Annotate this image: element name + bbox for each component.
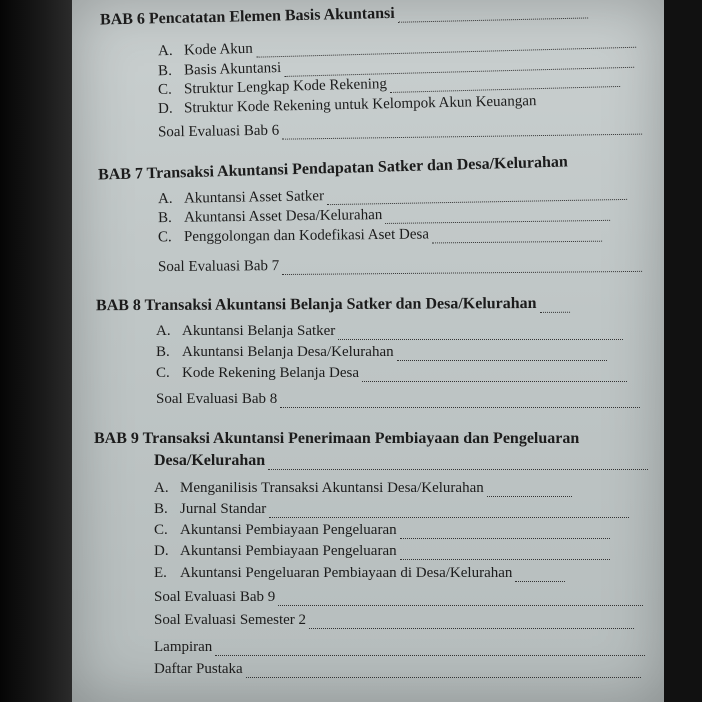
- bab-9-item-c: C. Akuntansi Pembiayaan Pengeluaran: [154, 521, 610, 539]
- bab-6-item-a: A. Kode Akun: [158, 30, 636, 60]
- bab-6-item-b: B. Basis Akuntansi: [158, 50, 634, 80]
- bab-7-item-c: C. Penggolongan dan Kodefikasi Aset Desa: [158, 224, 602, 247]
- bab-8-heading: BAB 8 Transaksi Akuntansi Belanja Satker dan Desa/Kelurahan: [96, 295, 570, 315]
- bab-7-item-a: A. Akuntansi Asset Satker: [158, 182, 627, 208]
- book-left-margin: [0, 0, 72, 702]
- bab-6-heading: BAB 6 Pencatatan Elemen Basis Akuntansi: [100, 0, 588, 29]
- bab-7-evaluation: Soal Evaluasi Bab 7: [158, 254, 642, 276]
- bab-9-heading-continued: Desa/Kelurahan: [154, 452, 648, 470]
- bab-8-evaluation: Soal Evaluasi Bab 8: [156, 390, 640, 408]
- bab-9-item-d: D. Akuntansi Pembiayaan Pengeluaran: [154, 542, 610, 560]
- bab-6-evaluation: Soal Evaluasi Bab 6: [158, 117, 642, 142]
- bab-8-item-a: A. Akuntansi Belanja Satker: [156, 322, 623, 340]
- bab-6-item-c: C. Struktur Lengkap Kode Rekening: [158, 69, 620, 99]
- bab-8-item-b: B. Akuntansi Belanja Desa/Kelurahan: [156, 343, 607, 361]
- bab-9-evaluation: Soal Evaluasi Bab 9: [154, 588, 643, 606]
- bab-8-item-c: C. Kode Rekening Belanja Desa: [156, 364, 627, 382]
- lampiran-entry: Lampiran: [154, 638, 645, 656]
- bab-7-heading: BAB 7 Transaksi Akuntansi Pendapatan Satker dan Desa/Kelurahan: [97, 153, 569, 184]
- bab-7-item-b: B. Akuntansi Asset Desa/Kelurahan: [158, 203, 611, 227]
- daftar-pustaka-entry: Daftar Pustaka: [154, 660, 641, 678]
- bab-6-item-d: D. Struktur Kode Rekening untuk Kelompok Akun Keuangan: [157, 93, 537, 117]
- bab-9-heading: BAB 9 Transaksi Akuntansi Penerimaan Pembiayaan dan Pengeluaran: [94, 430, 580, 447]
- table-of-contents-page: [72, 0, 664, 702]
- bab-9-item-a: A. Menganilisis Transaksi Akuntansi Desa/Kelurahan: [154, 479, 572, 497]
- bab-9-item-b: B. Jurnal Standar: [154, 500, 629, 518]
- bab-9-item-e: E. Akuntansi Pengeluaran Pembiayaan di Desa/Kelurahan: [154, 564, 565, 582]
- book-right-margin: [662, 0, 702, 702]
- semester-2-evaluation: Soal Evaluasi Semester 2: [154, 611, 634, 629]
